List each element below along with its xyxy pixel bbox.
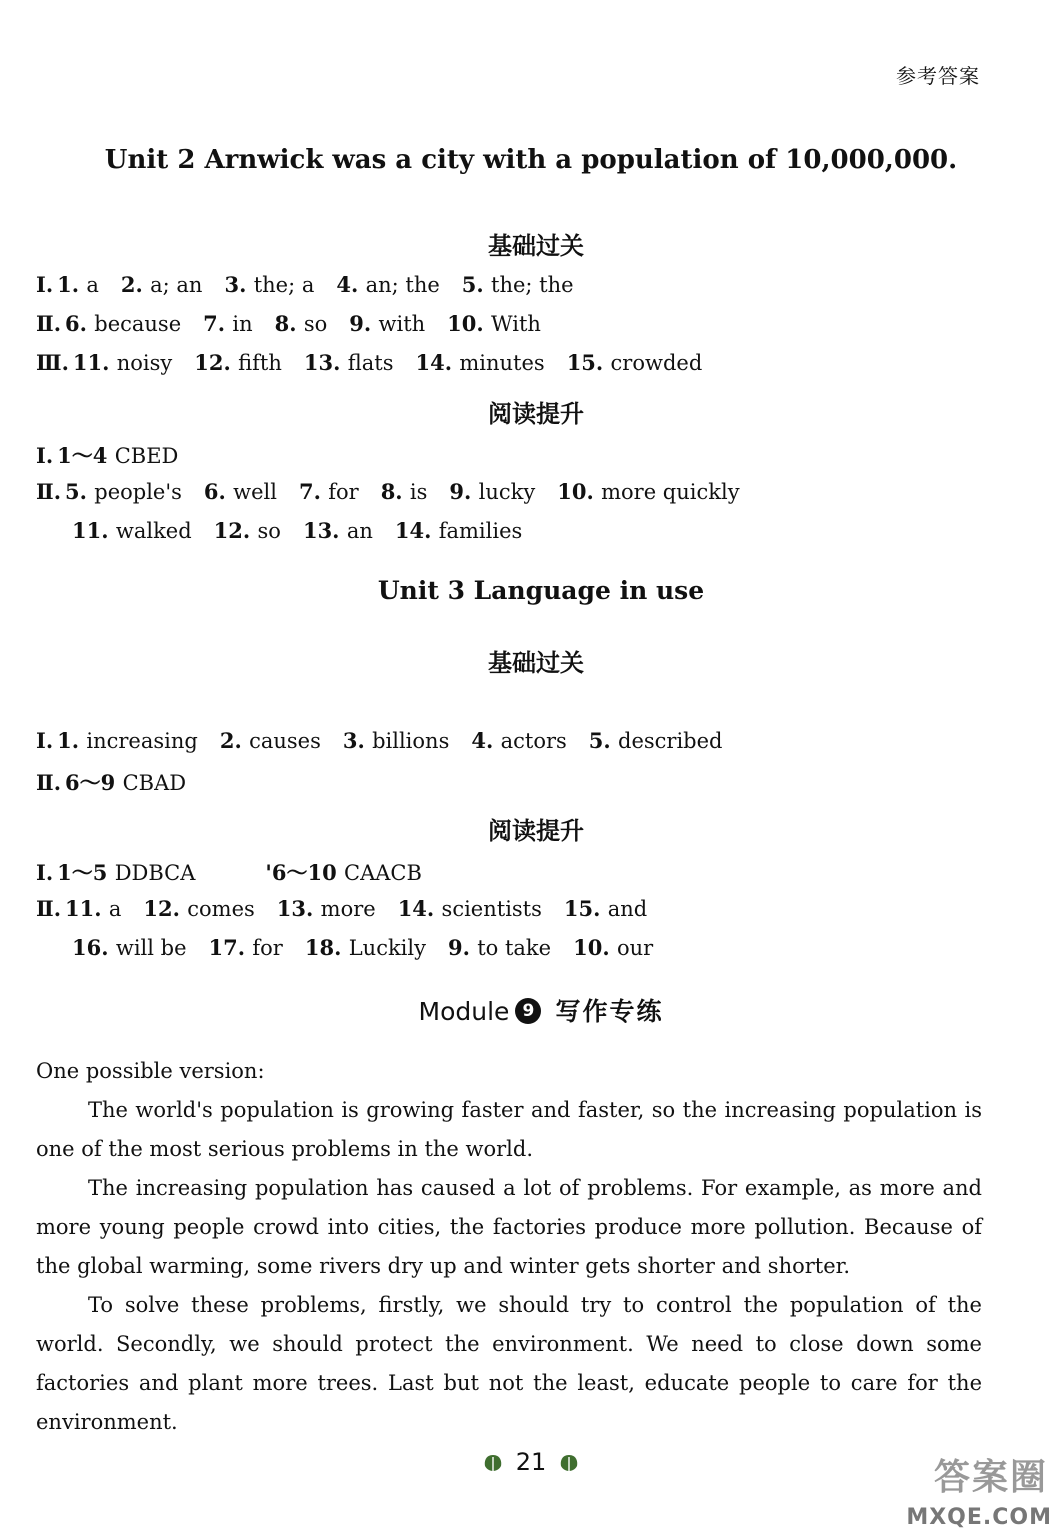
unit2-reading-heading: 阅读提升 <box>488 400 584 428</box>
answer-text: a <box>108 897 122 921</box>
module-number-badge: 9 <box>515 998 541 1024</box>
answer-item <box>143 896 254 921</box>
question-number: 1. <box>57 272 87 297</box>
answer-item <box>275 311 328 336</box>
question-number: 14. <box>394 518 439 543</box>
question-number: 15. <box>566 350 611 375</box>
question-number: 10. <box>557 479 602 504</box>
roman-numeral-label: Ⅱ. <box>36 479 62 504</box>
answer-item <box>209 935 283 960</box>
question-number: '6～10 <box>265 860 344 885</box>
header-label: 参考答案 <box>896 64 980 88</box>
answer-item <box>303 518 373 543</box>
answer-text: actors <box>500 729 567 753</box>
answer-item <box>381 479 428 504</box>
answer-text: comes <box>187 897 255 921</box>
answer-item <box>589 728 723 753</box>
question-number: 9. <box>449 479 479 504</box>
answer-item <box>557 479 739 504</box>
question-number: 10. <box>447 311 492 336</box>
unit3-basic-row-1 <box>36 728 1022 753</box>
answer-text: a <box>86 273 99 297</box>
answer-item <box>57 728 198 753</box>
leaf-right-icon <box>558 1453 580 1473</box>
answer-text: lucky <box>478 480 536 504</box>
essay-paragraph-3: To solve these problems, firstly, we should try to control the population of the world. Secondly, we should protect the environment. We need to close down some factories and plant more trees. Last but not the least, educate people to care for the environment. <box>36 1293 982 1434</box>
essay-intro: One possible version: <box>36 1059 265 1083</box>
answer-text: walked <box>115 519 192 543</box>
answer-item <box>220 728 321 753</box>
question-number: 4. <box>336 272 366 297</box>
answer-item <box>299 479 359 504</box>
answer-text: because <box>94 312 182 336</box>
question-number: 12. <box>213 518 258 543</box>
question-number: 11. <box>65 896 109 921</box>
question-number: 5. <box>588 728 619 753</box>
question-number: 12. <box>143 896 188 921</box>
unit2-basic-row-1 <box>36 272 1022 297</box>
answer-text: increasing <box>86 729 198 753</box>
roman-numeral-label: Ⅰ. <box>36 272 54 297</box>
answer-text: an; the <box>365 273 440 297</box>
question-number: 7. <box>298 479 329 504</box>
roman-numeral-label: Ⅲ. <box>36 350 69 375</box>
answer-item <box>343 728 450 753</box>
answer-text: With <box>491 312 541 336</box>
answer-item <box>72 935 187 960</box>
answer-text: fifth <box>238 351 282 375</box>
unit2-reading-row-3 <box>72 518 1022 543</box>
answer-item <box>564 896 647 921</box>
question-number: 9. <box>349 311 379 336</box>
watermark-logo: 答案圈 <box>933 1457 1048 1498</box>
answer-item <box>65 311 181 336</box>
question-number: 5. <box>65 479 95 504</box>
answer-text: noisy <box>116 351 173 375</box>
answer-text: in <box>232 312 253 336</box>
answer-item <box>65 479 182 504</box>
question-number: 8. <box>274 311 304 336</box>
answer-text: so <box>257 519 281 543</box>
question-number: 9. <box>447 935 478 960</box>
question-number: 17. <box>208 935 253 960</box>
answer-item <box>448 935 551 960</box>
answer-text: for <box>328 480 359 504</box>
answer-item <box>72 518 192 543</box>
answer-text: and <box>607 897 648 921</box>
question-number: 3. <box>342 728 373 753</box>
question-number: 7. <box>203 311 233 336</box>
answer-item <box>447 311 541 336</box>
model-essay <box>36 1052 982 1442</box>
answer-item <box>121 272 203 297</box>
answer-text: to take <box>477 936 552 960</box>
answer-text: more <box>320 897 376 921</box>
answer-item <box>573 935 653 960</box>
answer-item <box>65 896 121 921</box>
answer-text: CAACB <box>344 861 422 885</box>
answer-text: flats <box>347 351 394 375</box>
question-number: 14. <box>415 350 460 375</box>
answer-text: is <box>409 480 428 504</box>
question-number: 16. <box>72 935 116 960</box>
unit2-title: Unit 2 Arnwick was a city with a population of 10,000,000. <box>104 145 958 175</box>
leaf-left-icon <box>482 1453 504 1473</box>
question-number: 2. <box>120 272 151 297</box>
answer-text: the; the <box>491 273 574 297</box>
answer-text: described <box>618 729 723 753</box>
answer-text: more quickly <box>601 480 740 504</box>
unit3-title: Unit 3 Language in use <box>377 576 705 605</box>
unit3-basic-heading: 基础过关 <box>488 649 584 677</box>
unit2-reading-row-1 <box>36 440 1022 470</box>
question-number: 11. <box>72 350 117 375</box>
question-number: 6～9 <box>65 770 123 795</box>
answer-item <box>203 311 252 336</box>
answer-item <box>462 272 574 297</box>
question-number: 13. <box>303 350 348 375</box>
question-number: 13. <box>276 896 321 921</box>
question-number: 10. <box>573 935 617 960</box>
answer-item <box>305 935 426 960</box>
answer-item <box>265 857 421 887</box>
answer-text: billions <box>372 729 450 753</box>
unit3-basic-row-2 <box>36 767 1022 797</box>
answer-item <box>277 896 376 921</box>
essay-paragraph-2: The increasing population has caused a lot of problems. For example, as more and more young people crowd into cities, the factories produce more pollution. Because of the global warming, some rivers dry up and winter gets shorter and shorter. <box>36 1176 982 1278</box>
unit3-reading-heading: 阅读提升 <box>488 817 584 845</box>
answer-item <box>395 518 522 543</box>
question-number: 1～4 <box>57 443 115 468</box>
question-number: 11. <box>72 518 116 543</box>
question-number: 4. <box>471 728 501 753</box>
question-number: 13. <box>302 518 347 543</box>
answer-text: CBAD <box>122 771 187 795</box>
module-prefix: Module <box>418 997 510 1026</box>
question-number: 2. <box>219 728 250 753</box>
question-number: 18. <box>304 935 349 960</box>
page-number: 21 <box>515 1448 547 1476</box>
answer-text: the; a <box>253 273 315 297</box>
answer-text: so <box>303 312 328 336</box>
question-number: 5. <box>461 272 492 297</box>
question-number: 1～5 <box>57 860 115 885</box>
answer-item <box>449 479 535 504</box>
answer-item <box>398 896 542 921</box>
question-number: 8. <box>380 479 410 504</box>
answer-item <box>65 767 186 797</box>
roman-numeral-label: Ⅱ. <box>36 770 62 795</box>
answer-text: families <box>438 519 523 543</box>
answer-item <box>57 857 195 887</box>
unit3-reading-row-3 <box>72 935 1022 960</box>
module-heading <box>0 992 1062 1028</box>
unit3-reading-row-1 <box>36 857 1022 887</box>
roman-numeral-label: Ⅰ. <box>36 443 54 468</box>
question-number: 6. <box>203 479 234 504</box>
answer-text: DDBCA <box>114 861 196 885</box>
question-number: 3. <box>224 272 254 297</box>
page-footer <box>0 1448 1062 1476</box>
answer-item <box>224 272 314 297</box>
answer-text: an <box>346 519 373 543</box>
answer-text: a; an <box>150 273 203 297</box>
answer-text: minutes <box>459 351 545 375</box>
unit3-reading-row-2 <box>36 896 1022 921</box>
answer-text: scientists <box>441 897 542 921</box>
answer-text: CBED <box>114 444 179 468</box>
answer-item <box>336 272 439 297</box>
answer-item <box>204 479 277 504</box>
answer-item <box>567 350 703 375</box>
answer-text: will be <box>115 936 187 960</box>
answer-item <box>304 350 394 375</box>
answer-text: our <box>616 936 654 960</box>
unit2-reading-row-2 <box>36 479 1022 504</box>
question-number: 12. <box>194 350 239 375</box>
answer-item <box>57 440 178 470</box>
answer-item <box>349 311 425 336</box>
essay-paragraph-1: The world's population is growing faster and faster, so the increasing population is one of the most serious problems in the world. <box>36 1098 982 1161</box>
question-number: 15. <box>563 896 608 921</box>
answer-text: crowded <box>610 351 703 375</box>
question-number: 6. <box>65 311 95 336</box>
watermark-url: MXQE.COM <box>906 1505 1052 1530</box>
roman-numeral-label: Ⅰ. <box>36 728 54 753</box>
answer-item <box>416 350 545 375</box>
answer-item <box>214 518 281 543</box>
module-title-text: 写作专练 <box>555 997 664 1026</box>
answer-text: for <box>252 936 283 960</box>
question-number: 1. <box>57 728 87 753</box>
answer-item <box>73 350 172 375</box>
question-number: 14. <box>397 896 442 921</box>
answer-item <box>57 272 99 297</box>
unit2-basic-row-2 <box>36 311 1022 336</box>
answer-text: causes <box>249 729 321 753</box>
answer-text: with <box>378 312 426 336</box>
unit2-basic-row-3 <box>36 350 1022 375</box>
answer-text: Luckily <box>348 936 426 960</box>
answer-item <box>194 350 282 375</box>
roman-numeral-label: Ⅰ. <box>36 860 54 885</box>
roman-numeral-label: Ⅱ. <box>36 896 62 921</box>
answer-item <box>471 728 566 753</box>
answer-text: well <box>233 480 277 504</box>
unit2-basic-heading: 基础过关 <box>488 232 584 260</box>
roman-numeral-label: Ⅱ. <box>36 311 62 336</box>
answer-text: people's <box>94 480 182 504</box>
